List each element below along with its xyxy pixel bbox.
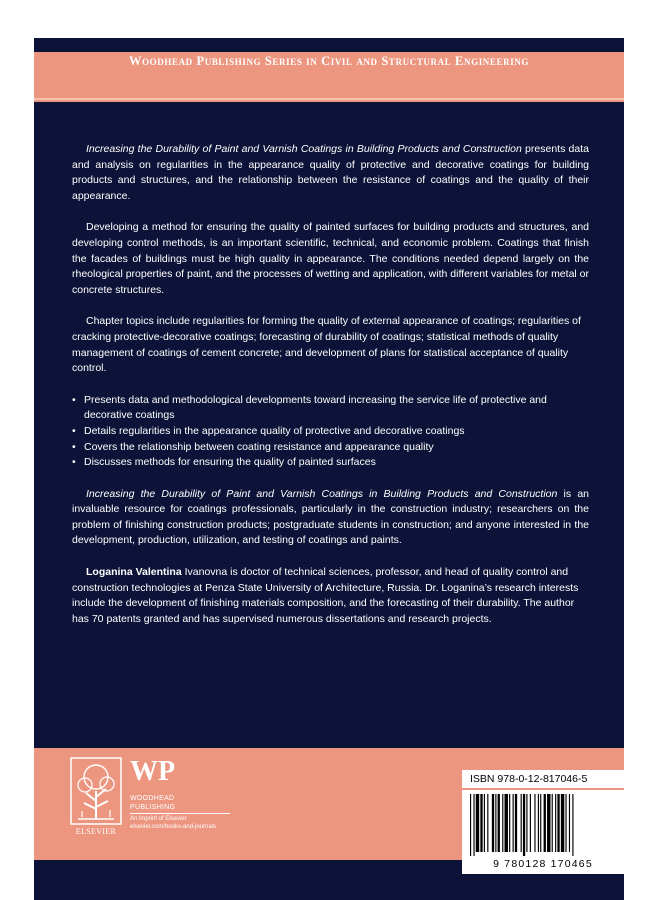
barcode (462, 790, 624, 874)
barcode-bar (523, 794, 525, 856)
barcode-bar (569, 794, 570, 852)
barcode-number: 9 780128 170465 (493, 858, 593, 870)
barcode-bar (572, 794, 573, 856)
barcode-bar (565, 794, 566, 852)
author-bio (72, 565, 589, 627)
woodhead-logo (130, 757, 240, 843)
list-item (72, 440, 589, 456)
barcode-bar (561, 794, 564, 852)
barcode-bar (515, 794, 517, 852)
barcode-bar (492, 794, 494, 852)
elsevier-logo (70, 757, 122, 839)
bullet-dot-icon: • (72, 456, 76, 469)
publishing-name-line: PUBLISHING (130, 803, 176, 811)
barcode-bar (547, 794, 550, 852)
barcode-bar (502, 794, 503, 852)
blurb-paragraph-2: Developing a method for ensuring the quality of painted surfaces for building products and structures, and developing control methods, is an important scientific, technical, and economic problem. Coatings that finish the facades of buildings must be high quality in appearance. The conditions needed depend largely on the rheological properties of paint, and the processes of wetting and application, with different variables for metal or concrete structures. (72, 221, 589, 296)
barcode-bar (540, 794, 541, 852)
barcode-bars (468, 794, 618, 856)
paragraph-text: is an invaluable resource for coatings professionals, particularly in the construction industry; researchers on the problem of finishing construction products; postgraduate students in construction; and anyone interested in the development, production, utilization, and testing of coatings and paints. (72, 487, 589, 547)
blurb (72, 142, 589, 643)
barcode-bar (530, 794, 531, 852)
barcode-bar (484, 794, 485, 852)
elsevier-label: ELSEVIER (75, 827, 117, 836)
paragraph-text: presents data and analysis on regularities in the appearance quality of protective and decorative coatings for building products and structures, and the relationship between the resistance of coatings and the quality of their appearance. (72, 143, 589, 202)
feature-list (72, 393, 589, 471)
barcode-bar (476, 794, 479, 852)
barcode-bar (557, 794, 559, 852)
barcode-bar (505, 794, 508, 852)
barcode-bar (552, 794, 553, 852)
list-item-text: Discusses methods for ensuring the quality of painted surfaces (84, 456, 376, 469)
barcode-bar (509, 794, 510, 852)
bullet-dot-icon: • (72, 424, 76, 437)
barcode-bar (498, 794, 500, 852)
author-bio-text: Ivanovna is doctor of technical sciences, professor, and head of quality control and construction technologies at Penza State University of Architecture, Russia. Dr. Loganina’s research interests include the development of finishing materials composition, and the forecasting of their durability. The author has 70 patents granted and has supervised numerous dissertations and research projects. (72, 566, 579, 625)
list-item (72, 393, 589, 424)
barcode-bar (534, 794, 535, 852)
barcode-bar (544, 794, 546, 852)
wp-monogram: WP (130, 756, 176, 787)
blurb-paragraph-3: Chapter topics include regularities for forming the quality of external appearance of coatings; regularities of cracking protective-decorative coatings; forecasting of durability of coatings; statistical methods of quality management of coatings of cement concrete; and development of plans for statistical acceptance of quality control. (72, 315, 581, 375)
blurb-paragraph-1 (72, 142, 589, 204)
book-title-italic: Increasing the Durability of Paint and Varnish Coatings in Building Products and Construction (86, 487, 558, 500)
list-item (72, 424, 589, 440)
barcode-bar (526, 794, 527, 852)
back-cover (34, 38, 624, 900)
barcode-bar (473, 794, 474, 856)
barcode-bar (480, 794, 482, 852)
barcode-bar (538, 794, 539, 852)
woodhead-name-line: WOODHEAD (130, 795, 175, 802)
isbn-label: ISBN 978-0-12-817046-5 (462, 770, 624, 788)
elsevier-tree-icon (70, 757, 122, 825)
list-item-text: Covers the relationship between coating resistance and appearance quality (84, 440, 434, 453)
bullet-dot-icon: • (72, 393, 76, 406)
barcode-bar (555, 794, 556, 852)
barcode-bar (470, 794, 471, 856)
list-item-text: Details regularities in the appearance quality of protective and decorative coatings (84, 424, 465, 437)
imprint-note (130, 816, 216, 831)
barcode-bar (521, 794, 522, 852)
imprint-line: An imprint of Elsevier (130, 816, 187, 822)
woodhead-publishing-name (130, 795, 175, 812)
barcode-bar (495, 794, 496, 852)
list-item (72, 455, 589, 471)
author-name: Loganina Valentina (86, 566, 182, 579)
list-item-text: Presents data and methodological developments toward increasing the service life of protective and decorative coatings (84, 393, 547, 422)
blurb-paragraph-4 (72, 487, 589, 549)
imprint-url: elsevier.com/books-and-journals (130, 823, 217, 830)
series-band-rule (34, 98, 624, 100)
barcode-bar (487, 794, 488, 852)
series-title: Woodhead Publishing Series in Civil and Structural Engineering (128, 54, 530, 68)
logo-divider (130, 813, 230, 814)
book-title-italic: Increasing the Durability of Paint and Varnish Coatings in Building Products and Construction (86, 143, 522, 155)
bullet-dot-icon: • (72, 440, 76, 453)
barcode-bar (513, 794, 514, 852)
